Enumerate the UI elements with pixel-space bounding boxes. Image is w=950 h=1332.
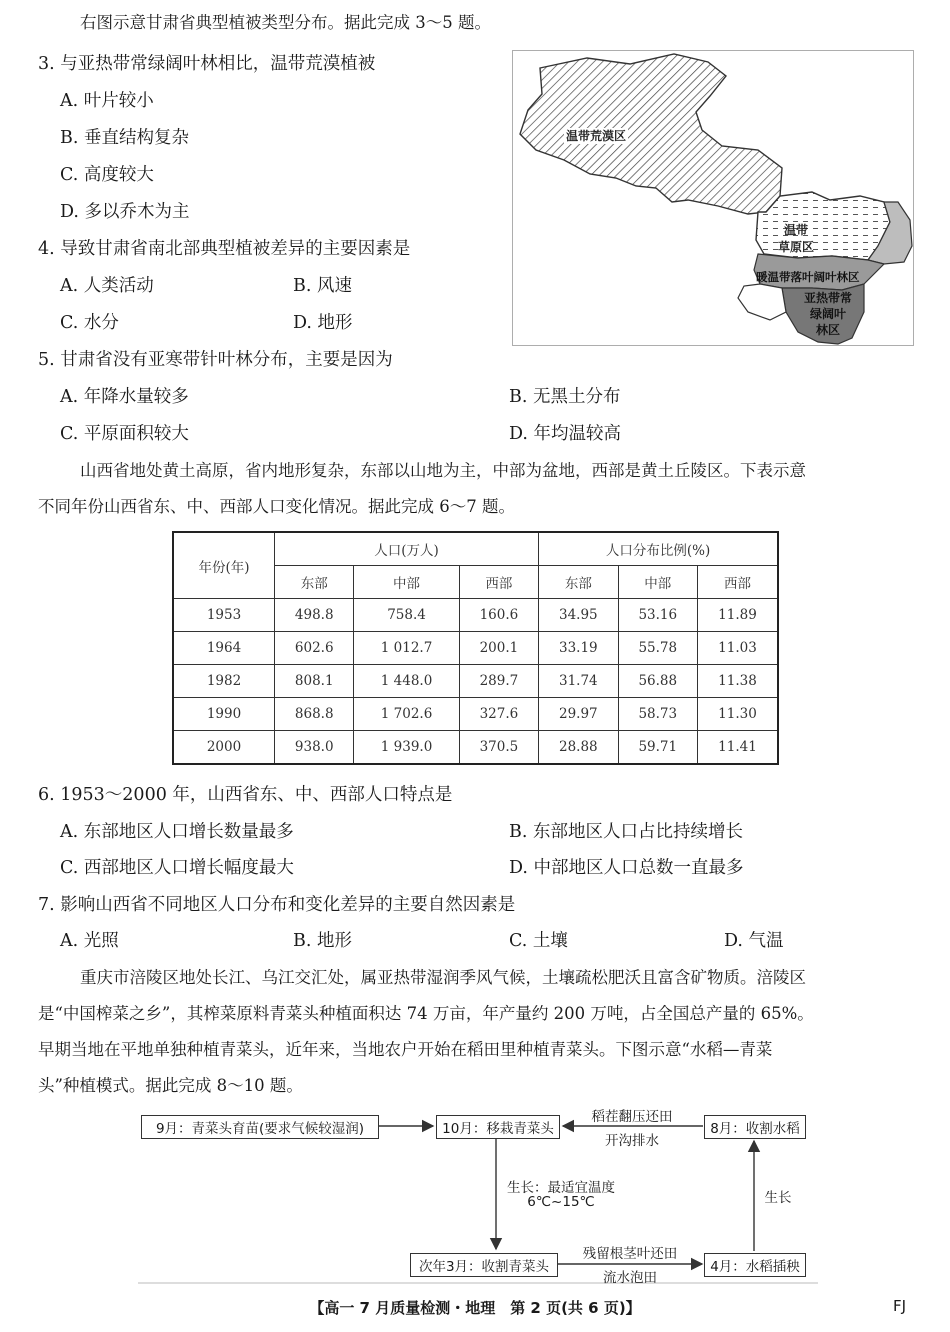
table-cell: 58.73 [618, 698, 697, 731]
q5-stem: 5. 甘肃省没有亚寒带针叶林分布，主要是因为 [38, 350, 393, 370]
header-year: 年份(年) [173, 532, 275, 599]
arrow-label-right: 生长 [764, 1190, 792, 1206]
step-mar-harvest-vegetable: 次年3月：收割青菜头 [410, 1253, 558, 1277]
table-cell: 1 448.0 [354, 665, 459, 698]
map-label-sub-2: 绿阔叶 [809, 307, 846, 321]
table-cell: 59.71 [618, 731, 697, 765]
rice-vegetable-flow-diagram [138, 1108, 818, 1284]
map-label-desert: 温带荒漠区 [566, 129, 627, 143]
header-ratio: 人口分布比例(%) [539, 532, 778, 566]
step-apr-rice-planting: 4月：水稻插秧 [704, 1253, 806, 1277]
table-cell: 1982 [173, 665, 275, 698]
table-cell: 11.89 [697, 599, 778, 632]
step-oct-transplant: 10月：移栽青菜头 [436, 1115, 560, 1139]
table-cell: 1953 [173, 599, 275, 632]
arrow-label-top-1: 稻茬翻压还田 [591, 1109, 673, 1125]
table-header-row [173, 532, 778, 566]
subheader-cell: 中部 [618, 566, 697, 599]
table-cell: 1 702.6 [354, 698, 459, 731]
table-cell: 758.4 [354, 599, 459, 632]
intro-text-3-line-4: 头”种植模式。据此完成 8～10 题。 [38, 1076, 303, 1095]
table-cell: 29.97 [539, 698, 618, 731]
table-cell: 11.03 [697, 632, 778, 665]
intro-text-3-line-3: 早期当地在平地单独种植青菜头，近年来，当地农户开始在稻田里种植青菜头。下图示意“水稻—青菜 [38, 1040, 773, 1059]
table-cell: 28.88 [539, 731, 618, 765]
table-row [173, 665, 778, 698]
arrow-label-bottom-1: 残留根茎叶还田 [582, 1246, 678, 1262]
subheader-cell: 中部 [354, 566, 459, 599]
footer-code: FJ [893, 1297, 907, 1315]
q3-option-a: A. 叶片较小 [60, 91, 154, 111]
header-population: 人口(万人) [275, 532, 539, 566]
step-sep-seedling: 9月：青菜头育苗(要求气候较湿润) [141, 1115, 379, 1139]
q3-stem: 3. 与亚热带常绿阔叶林相比，温带荒漠植被 [38, 54, 376, 74]
intro-text-3-line-2: 是“中国榨菜之乡”，其榨菜原料青菜头种植面积达 74 万亩，年产量约 200 万吨，占全国总产量的 65%。 [38, 1004, 814, 1023]
subheader-cell: 西部 [459, 566, 538, 599]
table-row [173, 698, 778, 731]
intro-text-2-line-2: 不同年份山西省东、中、西部人口变化情况。据此完成 6～7 题。 [38, 497, 515, 516]
table-cell: 160.6 [459, 599, 538, 632]
q6-option-b: B. 东部地区人口占比持续增长 [509, 822, 743, 842]
q6-option-a: A. 东部地区人口增长数量最多 [60, 822, 294, 842]
table-cell: 31.74 [539, 665, 618, 698]
table-cell: 53.16 [618, 599, 697, 632]
table-cell: 370.5 [459, 731, 538, 765]
table-cell: 938.0 [275, 731, 354, 765]
table-row [173, 731, 778, 765]
table-cell: 808.1 [275, 665, 354, 698]
arrow-label-mid-2: 6℃~15℃ [527, 1194, 595, 1210]
table-cell: 55.78 [618, 632, 697, 665]
q5-option-a: A. 年降水量较多 [60, 387, 189, 407]
q3-option-c: C. 高度较大 [60, 165, 154, 185]
intro-text-1: 右图示意甘肃省典型植被类型分布。据此完成 3～5 题。 [80, 13, 491, 32]
table-cell: 1 012.7 [354, 632, 459, 665]
q4-option-a: A. 人类活动 [60, 276, 154, 296]
q4-option-d: D. 地形 [293, 313, 353, 333]
table-cell: 327.6 [459, 698, 538, 731]
q3-option-b: B. 垂直结构复杂 [60, 128, 189, 148]
south-west-region [738, 284, 786, 320]
q4-option-b: B. 风速 [293, 276, 352, 296]
map-label-broadleaf: 暖温带落叶阔叶林区 [756, 270, 860, 284]
map-label-grass-2: 草原区 [777, 240, 814, 254]
table-cell: 2000 [173, 731, 275, 765]
arrow-label-top-2: 开沟排水 [605, 1133, 659, 1149]
step-aug-harvest-rice: 8月：收割水稻 [704, 1115, 806, 1139]
q6-option-d: D. 中部地区人口总数一直最多 [509, 858, 744, 878]
table-cell: 11.30 [697, 698, 778, 731]
subheader-cell: 东部 [539, 566, 618, 599]
table-cell: 56.88 [618, 665, 697, 698]
table-cell: 868.8 [275, 698, 354, 731]
table-cell: 289.7 [459, 665, 538, 698]
subheader-cell: 东部 [275, 566, 354, 599]
q7-option-b: B. 地形 [293, 931, 352, 951]
q6-option-c: C. 西部地区人口增长幅度最大 [60, 858, 294, 878]
q7-stem: 7. 影响山西省不同地区人口分布和变化差异的主要自然因素是 [38, 895, 516, 915]
q5-option-d: D. 年均温较高 [509, 424, 622, 444]
table-row [173, 632, 778, 665]
q7-option-a: A. 光照 [60, 931, 119, 951]
q7-option-c: C. 土壤 [509, 931, 568, 951]
table-cell: 1964 [173, 632, 275, 665]
gansu-vegetation-map [512, 50, 914, 346]
q4-option-c: C. 水分 [60, 313, 119, 333]
table-cell: 33.19 [539, 632, 618, 665]
arrow-label-bottom-2: 流水泡田 [603, 1270, 657, 1286]
table-cell: 11.38 [697, 665, 778, 698]
subheader-cell: 西部 [697, 566, 778, 599]
q6-stem: 6. 1953～2000 年，山西省东、中、西部人口特点是 [38, 785, 453, 805]
arrow-label-mid-1: 生长：最适宜温度 [507, 1180, 615, 1196]
map-label-sub-3: 林区 [815, 323, 840, 337]
intro-text-2-line-1: 山西省地处黄土高原，省内地形复杂，东部以山地为主，中部为盆地，西部是黄土丘陵区。下表示意 [80, 461, 806, 480]
table-cell: 602.6 [275, 632, 354, 665]
q4-stem: 4. 导致甘肃省南北部典型植被差异的主要因素是 [38, 239, 411, 259]
table-cell: 34.95 [539, 599, 618, 632]
population-table [172, 531, 779, 765]
intro-text-3-line-1: 重庆市涪陵区地处长江、乌江交汇处，属亚热带湿润季风气候，土壤疏松肥沃且富含矿物质。涪陵区 [80, 968, 806, 987]
table-row [173, 599, 778, 632]
map-label-sub-1: 亚热带常 [803, 291, 852, 305]
map-label-grass-1: 温带 [783, 223, 808, 237]
table-cell: 200.1 [459, 632, 538, 665]
q3-option-d: D. 多以乔木为主 [60, 202, 190, 222]
desert-region [520, 54, 782, 214]
q7-option-d: D. 气温 [724, 931, 784, 951]
page-footer: 【高一 7 月质量检测・地理 第 2 页(共 6 页)】 [309, 1299, 641, 1317]
table-cell: 498.8 [275, 599, 354, 632]
q5-option-b: B. 无黑土分布 [509, 387, 621, 407]
q5-option-c: C. 平原面积较大 [60, 424, 189, 444]
table-cell: 11.41 [697, 731, 778, 765]
table-cell: 1 939.0 [354, 731, 459, 765]
table-cell: 1990 [173, 698, 275, 731]
